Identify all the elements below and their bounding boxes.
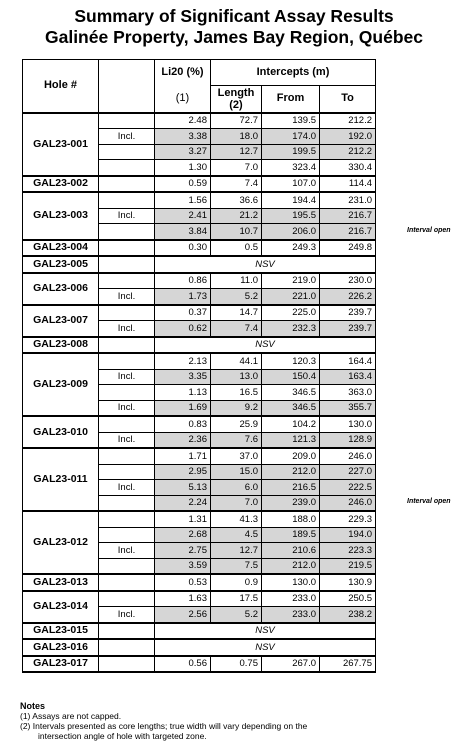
page-subtitle: Galinée Property, James Bay Region, Québec xyxy=(44,27,423,47)
incl-cell xyxy=(99,305,155,321)
note-1: (1) Assays are not capped. xyxy=(20,711,122,721)
li2o-cell: 0.37 xyxy=(155,305,211,321)
length-cell: 7.0 xyxy=(211,160,262,176)
to-cell: 212.2 xyxy=(320,144,376,160)
incl-cell: Incl. xyxy=(99,480,155,496)
to-cell: 229.3 xyxy=(320,511,376,527)
li2o-cell: 2.56 xyxy=(155,607,211,623)
table-row xyxy=(23,113,376,129)
to-cell: 238.2 xyxy=(320,607,376,623)
from-cell: 221.0 xyxy=(262,289,320,305)
to-cell: 231.0 xyxy=(320,192,376,208)
nsv-cell: NSV xyxy=(155,256,376,273)
length-cell: 7.6 xyxy=(211,432,262,448)
hole-id-cell: GAL23-017 xyxy=(23,656,99,673)
from-header: From xyxy=(262,86,320,113)
incl-cell xyxy=(99,144,155,160)
incl-cell xyxy=(99,591,155,607)
from-cell: 267.0 xyxy=(262,656,320,673)
from-cell: 120.3 xyxy=(262,353,320,369)
from-cell: 199.5 xyxy=(262,144,320,160)
li2o-cell: 0.86 xyxy=(155,273,211,289)
li2o-cell: 0.53 xyxy=(155,574,211,591)
table-row xyxy=(23,176,376,193)
li2o-cell: 0.56 xyxy=(155,656,211,673)
incl-cell: Incl. xyxy=(99,208,155,224)
to-cell: 223.3 xyxy=(320,543,376,559)
length-cell: 12.7 xyxy=(211,144,262,160)
length-cell: 44.1 xyxy=(211,353,262,369)
to-cell: 246.0 xyxy=(320,495,376,511)
li2o-cell: 1.56 xyxy=(155,192,211,208)
to-cell: 130.0 xyxy=(320,416,376,432)
li2o-cell: 1.30 xyxy=(155,160,211,176)
table-row xyxy=(23,240,376,257)
from-cell: 194.4 xyxy=(262,192,320,208)
from-cell: 323.4 xyxy=(262,160,320,176)
note-2-cont: intersection angle of hole with targeted zone. xyxy=(38,731,207,741)
length-cell: 15.0 xyxy=(211,464,262,480)
li2o-cell: 0.62 xyxy=(155,321,211,337)
length-cell: 25.9 xyxy=(211,416,262,432)
from-cell: 232.3 xyxy=(262,321,320,337)
li2o-cell: 3.38 xyxy=(155,129,211,145)
table-row xyxy=(23,305,376,321)
incl-cell xyxy=(99,623,155,640)
table-row xyxy=(23,574,376,591)
to-cell: 212.2 xyxy=(320,113,376,129)
li2o-cell: 1.63 xyxy=(155,591,211,607)
nsv-cell: NSV xyxy=(155,337,376,354)
hole-id-cell: GAL23-008 xyxy=(23,337,99,354)
to-cell: 164.4 xyxy=(320,353,376,369)
li2o-cell: 1.73 xyxy=(155,289,211,305)
li2o-cell: 3.59 xyxy=(155,558,211,574)
incl-cell xyxy=(99,416,155,432)
length-header: Length (2) xyxy=(211,86,262,113)
notes-section xyxy=(20,701,307,741)
length-cell: 9.2 xyxy=(211,400,262,416)
length-cell: 13.0 xyxy=(211,369,262,385)
incl-cell: Incl. xyxy=(99,321,155,337)
incl-cell xyxy=(99,353,155,369)
hole-id-cell: GAL23-009 xyxy=(23,353,99,416)
table-row xyxy=(23,639,376,656)
hole-id-cell: GAL23-010 xyxy=(23,416,99,448)
length-cell: 36.6 xyxy=(211,192,262,208)
li2o-cell: 2.75 xyxy=(155,543,211,559)
note-2: (2) Intervals presented as core lengths; true width will vary depending on the xyxy=(20,721,308,731)
li2o-cell: 0.59 xyxy=(155,176,211,193)
table-row xyxy=(23,256,376,273)
to-cell: 230.0 xyxy=(320,273,376,289)
incl-cell xyxy=(99,511,155,527)
hole-id-cell: GAL23-014 xyxy=(23,591,99,623)
li2o-cell: 3.27 xyxy=(155,144,211,160)
to-cell: 227.0 xyxy=(320,464,376,480)
table-row xyxy=(23,416,376,432)
to-header: To xyxy=(320,86,376,113)
incl-cell xyxy=(99,448,155,464)
incl-cell: Incl. xyxy=(99,369,155,385)
incl-cell xyxy=(99,464,155,480)
to-cell: 163.4 xyxy=(320,369,376,385)
li2o-header: Li20 (%) xyxy=(155,60,211,86)
to-cell: 130.9 xyxy=(320,574,376,591)
notes-heading: Notes xyxy=(20,701,46,711)
incl-cell: Incl. xyxy=(99,400,155,416)
to-cell: 239.7 xyxy=(320,305,376,321)
li2o-cell: 1.71 xyxy=(155,448,211,464)
from-cell: 239.0 xyxy=(262,495,320,511)
length-cell: 10.7 xyxy=(211,224,262,240)
length-cell: 11.0 xyxy=(211,273,262,289)
li2o-note: (1) xyxy=(155,86,211,113)
hole-id-cell: GAL23-011 xyxy=(23,448,99,511)
to-cell: 219.5 xyxy=(320,558,376,574)
hole-id-cell: GAL23-015 xyxy=(23,623,99,640)
length-cell: 7.5 xyxy=(211,558,262,574)
length-cell: 37.0 xyxy=(211,448,262,464)
li2o-cell: 0.83 xyxy=(155,416,211,432)
to-cell: 355.7 xyxy=(320,400,376,416)
to-cell: 246.0 xyxy=(320,448,376,464)
hole-header: Hole # xyxy=(23,60,99,113)
from-cell: 212.0 xyxy=(262,558,320,574)
to-cell: 330.4 xyxy=(320,160,376,176)
li2o-cell: 0.30 xyxy=(155,240,211,257)
length-cell: 12.7 xyxy=(211,543,262,559)
li2o-cell: 1.69 xyxy=(155,400,211,416)
hole-id-cell: GAL23-013 xyxy=(23,574,99,591)
length-cell: 18.0 xyxy=(211,129,262,145)
to-cell: 192.0 xyxy=(320,129,376,145)
from-cell: 216.5 xyxy=(262,480,320,496)
incl-cell xyxy=(99,385,155,401)
incl-cell: Incl. xyxy=(99,543,155,559)
table-row xyxy=(23,591,376,607)
length-cell: 6.0 xyxy=(211,480,262,496)
interval-open-note: Interval open xyxy=(407,498,451,505)
from-cell: 174.0 xyxy=(262,129,320,145)
from-cell: 249.3 xyxy=(262,240,320,257)
li2o-cell: 2.36 xyxy=(155,432,211,448)
from-cell: 233.0 xyxy=(262,591,320,607)
hole-id-cell: GAL23-006 xyxy=(23,273,99,305)
from-cell: 104.2 xyxy=(262,416,320,432)
li2o-cell: 1.13 xyxy=(155,385,211,401)
assay-results-table xyxy=(22,59,376,673)
li2o-cell: 2.95 xyxy=(155,464,211,480)
interval-open-note: Interval open xyxy=(407,226,451,234)
table-row xyxy=(23,353,376,369)
to-cell: 216.7 xyxy=(320,224,376,240)
length-cell: 5.2 xyxy=(211,607,262,623)
table-row xyxy=(23,273,376,289)
li2o-cell: 2.48 xyxy=(155,113,211,129)
from-cell: 107.0 xyxy=(262,176,320,193)
from-cell: 209.0 xyxy=(262,448,320,464)
from-cell: 130.0 xyxy=(262,574,320,591)
intercepts-header: Intercepts (m) xyxy=(211,60,376,86)
incl-cell xyxy=(99,558,155,574)
incl-cell xyxy=(99,160,155,176)
length-cell: 17.5 xyxy=(211,591,262,607)
li2o-cell: 2.41 xyxy=(155,208,211,224)
length-cell: 0.9 xyxy=(211,574,262,591)
table-row xyxy=(23,192,376,208)
nsv-cell: NSV xyxy=(155,639,376,656)
incl-cell xyxy=(99,337,155,354)
length-cell: 5.2 xyxy=(211,289,262,305)
length-cell: 0.75 xyxy=(211,656,262,673)
from-cell: 195.5 xyxy=(262,208,320,224)
table-body xyxy=(23,113,376,673)
length-cell: 7.0 xyxy=(211,495,262,511)
to-cell: 222.5 xyxy=(320,480,376,496)
from-cell: 233.0 xyxy=(262,607,320,623)
hole-id-cell: GAL23-016 xyxy=(23,639,99,656)
length-cell: 0.5 xyxy=(211,240,262,257)
from-cell: 189.5 xyxy=(262,527,320,543)
to-cell: 128.9 xyxy=(320,432,376,448)
to-cell: 226.2 xyxy=(320,289,376,305)
from-cell: 210.6 xyxy=(262,543,320,559)
from-cell: 188.0 xyxy=(262,511,320,527)
incl-cell xyxy=(99,192,155,208)
table-row xyxy=(23,511,376,527)
from-cell: 346.5 xyxy=(262,400,320,416)
incl-header xyxy=(99,60,155,113)
to-cell: 216.7 xyxy=(320,208,376,224)
li2o-cell: 3.35 xyxy=(155,369,211,385)
to-cell: 267.75 xyxy=(320,656,376,673)
to-cell: 194.0 xyxy=(320,527,376,543)
length-cell: 14.7 xyxy=(211,305,262,321)
incl-cell xyxy=(99,656,155,673)
incl-cell: Incl. xyxy=(99,289,155,305)
li2o-cell: 5.13 xyxy=(155,480,211,496)
incl-cell xyxy=(99,176,155,193)
hole-id-cell: GAL23-004 xyxy=(23,240,99,257)
to-cell: 363.0 xyxy=(320,385,376,401)
to-cell: 239.7 xyxy=(320,321,376,337)
li2o-cell: 2.24 xyxy=(155,495,211,511)
length-cell: 4.5 xyxy=(211,527,262,543)
from-cell: 225.0 xyxy=(262,305,320,321)
from-cell: 212.0 xyxy=(262,464,320,480)
incl-cell: Incl. xyxy=(99,607,155,623)
from-cell: 150.4 xyxy=(262,369,320,385)
hole-id-cell: GAL23-002 xyxy=(23,176,99,193)
to-cell: 249.8 xyxy=(320,240,376,257)
incl-cell xyxy=(99,113,155,129)
table-row xyxy=(23,448,376,464)
incl-cell xyxy=(99,639,155,656)
from-cell: 139.5 xyxy=(262,113,320,129)
incl-cell xyxy=(99,256,155,273)
from-cell: 346.5 xyxy=(262,385,320,401)
length-cell: 72.7 xyxy=(211,113,262,129)
from-cell: 206.0 xyxy=(262,224,320,240)
to-cell: 114.4 xyxy=(320,176,376,193)
table-row xyxy=(23,623,376,640)
li2o-cell: 2.68 xyxy=(155,527,211,543)
hole-id-cell: GAL23-005 xyxy=(23,256,99,273)
length-cell: 16.5 xyxy=(211,385,262,401)
li2o-cell: 2.13 xyxy=(155,353,211,369)
li2o-cell: 3.84 xyxy=(155,224,211,240)
length-cell: 7.4 xyxy=(211,321,262,337)
to-cell: 250.5 xyxy=(320,591,376,607)
length-cell: 41.3 xyxy=(211,511,262,527)
page-title: Summary of Significant Assay Results xyxy=(74,6,394,26)
length-cell: 21.2 xyxy=(211,208,262,224)
incl-cell xyxy=(99,495,155,511)
from-cell: 219.0 xyxy=(262,273,320,289)
table-row xyxy=(23,337,376,354)
incl-cell xyxy=(99,224,155,240)
table-row xyxy=(23,656,376,673)
length-cell: 7.4 xyxy=(211,176,262,193)
incl-cell: Incl. xyxy=(99,129,155,145)
incl-cell xyxy=(99,273,155,289)
li2o-cell: 1.31 xyxy=(155,511,211,527)
incl-cell: Incl. xyxy=(99,432,155,448)
hole-id-cell: GAL23-012 xyxy=(23,511,99,574)
hole-id-cell: GAL23-001 xyxy=(23,113,99,176)
incl-cell xyxy=(99,527,155,543)
hole-id-cell: GAL23-007 xyxy=(23,305,99,337)
hole-id-cell: GAL23-003 xyxy=(23,192,99,240)
from-cell: 121.3 xyxy=(262,432,320,448)
nsv-cell: NSV xyxy=(155,623,376,640)
incl-cell xyxy=(99,574,155,591)
incl-cell xyxy=(99,240,155,257)
